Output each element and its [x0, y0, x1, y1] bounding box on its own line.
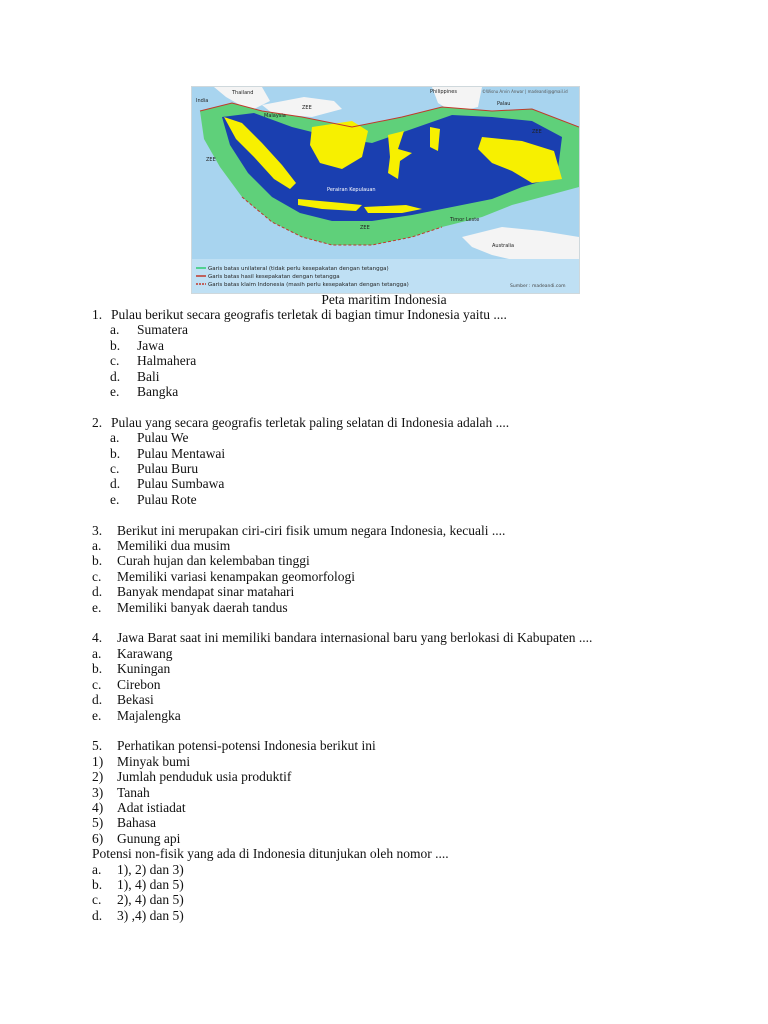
option-label: c.	[92, 568, 102, 584]
potential-item	[92, 800, 712, 815]
option-item	[110, 476, 712, 491]
option-label: c.	[110, 353, 120, 369]
option-text: Bali	[137, 368, 160, 384]
potential-list	[92, 754, 712, 846]
option-item	[110, 338, 712, 353]
option-text: Bekasi	[117, 692, 154, 708]
potential-item	[92, 785, 712, 800]
option-item	[110, 384, 712, 399]
potential-text: Jumlah penduduk usia produktif	[117, 769, 292, 785]
potential-text: Gunung api	[117, 830, 181, 846]
question-number: 1.	[92, 307, 103, 322]
option-item	[110, 446, 712, 461]
question-prompt: Potensi non-fisik yang ada di Indonesia ditunjukan oleh nomor ....	[92, 846, 449, 862]
option-item	[110, 461, 712, 476]
option-item	[110, 369, 712, 384]
label-thailand: Thailand	[232, 90, 254, 96]
option-item	[92, 692, 712, 707]
option-text: 1), 4) dan 5)	[117, 876, 184, 892]
label-australia: Australia	[492, 243, 515, 249]
option-item	[92, 677, 712, 692]
potential-item	[92, 754, 712, 769]
option-label: b.	[92, 661, 103, 677]
option-label: c.	[110, 461, 120, 477]
question-4	[92, 630, 712, 722]
label-india: India	[196, 98, 209, 104]
label-palau: Palau	[497, 101, 511, 107]
potential-label: 1)	[92, 753, 104, 769]
legend-item-1: Garis batas unilateral (tidak perlu kesepakatan dengan tetangga)	[208, 266, 389, 272]
option-label: e.	[110, 384, 120, 400]
option-label: b.	[110, 445, 121, 461]
option-text: Pulau Buru	[137, 461, 199, 477]
question-text: Pulau berikut secara geografis terletak di bagian timur Indonesia yaitu ....	[111, 307, 507, 322]
legend-item-3: Garis batas klaim Indonesia (masih perlu kesepakatan dengan tetangga)	[208, 282, 409, 288]
option-text: Jawa	[137, 337, 164, 353]
option-text: Memiliki banyak daerah tandus	[117, 599, 288, 615]
option-label: e.	[92, 599, 102, 615]
option-label: d.	[110, 368, 121, 384]
question-number: 4.	[92, 630, 103, 646]
option-text: 2), 4) dan 5)	[117, 892, 184, 908]
potential-item	[92, 831, 712, 846]
option-text: Pulau Rote	[137, 491, 197, 507]
option-item	[92, 908, 712, 923]
potential-label: 3)	[92, 784, 104, 800]
label-timor: Timor Leste	[450, 217, 480, 223]
option-text: 3) ,4) dan 5)	[117, 907, 184, 923]
question-5	[92, 738, 712, 923]
potential-text: Tanah	[117, 784, 150, 800]
option-text: Majalengka	[117, 707, 181, 723]
option-item	[110, 492, 712, 507]
option-label: b.	[92, 876, 103, 892]
option-label: b.	[92, 553, 103, 569]
question-number: 2.	[92, 414, 103, 430]
potential-text: Minyak bumi	[117, 753, 191, 769]
option-label: c.	[92, 676, 102, 692]
potential-item	[92, 769, 712, 784]
question-text: Perhatikan potensi-potensi Indonesia berikut ini	[117, 738, 376, 754]
potential-label: 4)	[92, 799, 104, 815]
option-text: Pulau Mentawai	[137, 445, 226, 461]
label-zee-1: ZEE	[302, 105, 312, 111]
option-text: Banyak mendapat sinar matahari	[117, 584, 295, 600]
option-item	[92, 538, 712, 553]
option-text: Sumatera	[137, 322, 188, 338]
potential-label: 5)	[92, 815, 104, 831]
option-item	[92, 646, 712, 661]
option-label: d.	[92, 584, 103, 600]
question-1	[92, 307, 712, 399]
question-number: 3.	[92, 522, 103, 538]
question-text: Berikut ini merupakan ciri-ciri fisik umum negara Indonesia, kecuali ....	[117, 522, 506, 538]
option-text: Karawang	[117, 645, 173, 661]
option-item	[92, 708, 712, 723]
question-2	[92, 415, 712, 507]
option-text: Bangka	[137, 384, 179, 400]
option-label: e.	[92, 707, 102, 723]
maritime-map	[191, 86, 580, 294]
map-credit: ©Wisnu Arvin Anwar | madeandi@gmail.id	[482, 89, 568, 94]
option-item	[110, 353, 712, 368]
option-list	[92, 322, 712, 399]
option-list	[92, 646, 712, 723]
option-label: a.	[110, 322, 120, 338]
option-label: b.	[110, 337, 121, 353]
option-label: a.	[92, 538, 102, 554]
label-malaysia: Malaysia	[264, 113, 286, 119]
option-item	[110, 322, 712, 337]
option-label: a.	[110, 430, 120, 446]
question-text: Jawa Barat saat ini memiliki bandara internasional baru yang berlokasi di Kabupaten ....	[117, 630, 593, 646]
label-zee-2: ZEE	[206, 157, 216, 163]
option-text: Curah hujan dan kelembaban tinggi	[117, 553, 310, 569]
option-list	[92, 538, 712, 615]
legend-item-2: Garis batas hasil kesepakatan dengan tetangga	[208, 274, 340, 280]
map-source: Sumber : madeandi.com	[510, 284, 566, 289]
label-zee-3: ZEE	[360, 225, 370, 231]
option-item	[92, 569, 712, 584]
option-label: a.	[92, 645, 102, 661]
option-item	[92, 553, 712, 568]
option-text: Halmahera	[137, 353, 197, 369]
label-philippines: Philippines	[430, 89, 457, 95]
option-item	[110, 430, 712, 445]
option-text: 1), 2) dan 3)	[117, 861, 184, 877]
option-text: Memiliki dua musim	[117, 538, 231, 554]
option-label: d.	[92, 907, 103, 923]
label-kepulauan: Perairan Kepulauan	[327, 187, 376, 193]
option-text: Memiliki variasi kenampakan geomorfologi	[117, 568, 356, 584]
potential-text: Bahasa	[117, 815, 156, 831]
question-list	[92, 307, 712, 923]
label-zee-4: ZEE	[532, 129, 542, 135]
option-label: d.	[110, 476, 121, 492]
option-item	[92, 862, 712, 877]
option-text: Pulau Sumbawa	[137, 476, 225, 492]
potential-item	[92, 815, 712, 830]
option-item	[92, 661, 712, 676]
option-item	[92, 892, 712, 907]
option-list	[92, 430, 712, 507]
potential-label: 2)	[92, 769, 104, 785]
option-label: c.	[92, 892, 102, 908]
option-label: e.	[110, 491, 120, 507]
option-item	[92, 584, 712, 599]
option-text: Cirebon	[117, 676, 161, 692]
option-label: a.	[92, 861, 102, 877]
maritime-map-graphic	[192, 87, 579, 293]
option-item	[92, 877, 712, 892]
question-text: Pulau yang secara geografis terletak paling selatan di Indonesia adalah ....	[111, 414, 510, 430]
map-caption: Peta maritim Indonesia	[321, 292, 447, 307]
option-text: Kuningan	[117, 661, 171, 677]
option-list	[92, 862, 712, 924]
potential-text: Adat istiadat	[117, 799, 186, 815]
option-text: Pulau We	[137, 430, 189, 446]
potential-label: 6)	[92, 830, 104, 846]
question-3	[92, 523, 712, 615]
option-label: d.	[92, 692, 103, 708]
question-number: 5.	[92, 738, 103, 754]
option-item	[92, 600, 712, 615]
